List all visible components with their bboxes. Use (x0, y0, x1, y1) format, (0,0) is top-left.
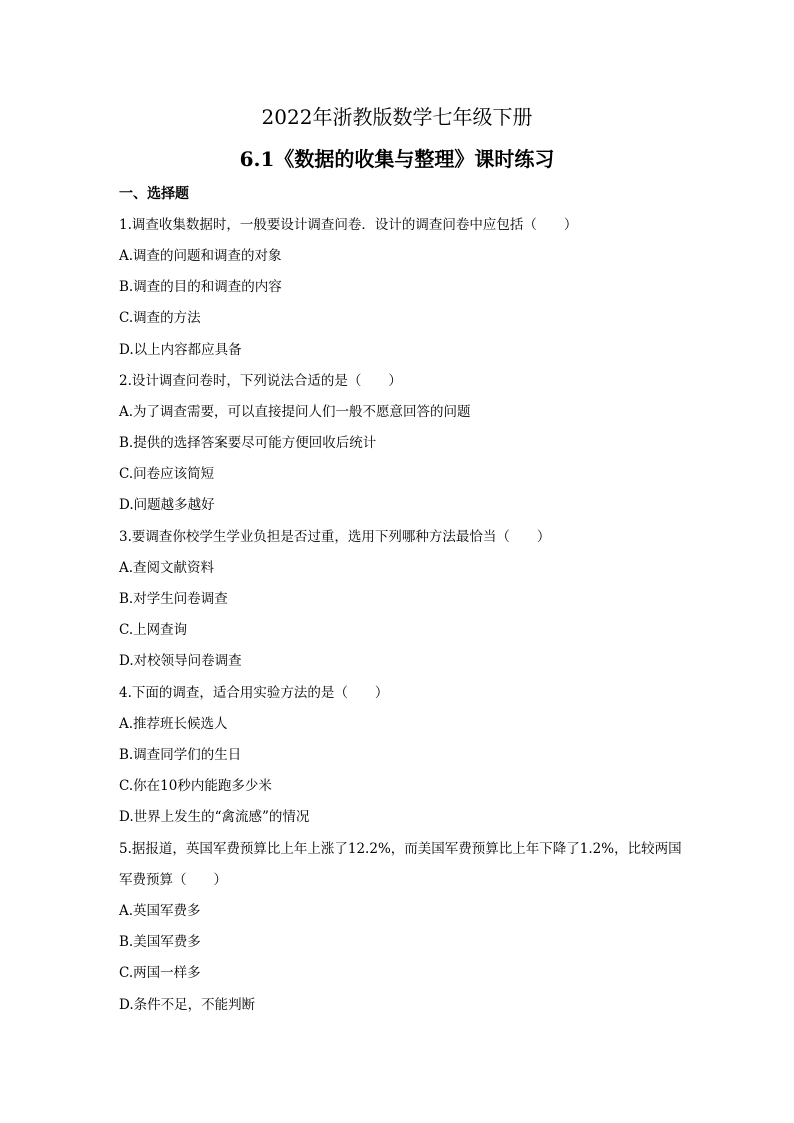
question-2-option-d: D.问题越多越好 (119, 497, 215, 513)
question-4-stem: 4.下面的调查，适合用实验方法的是（ ） (119, 685, 389, 701)
question-5-stem-continued: 军费预算（ ） (119, 872, 227, 888)
question-4-option-b: B.调查同学们的生日 (119, 747, 242, 763)
question-5-option-d: D.条件不足，不能判断 (119, 997, 256, 1013)
section-heading: 一、选择题 (119, 186, 189, 202)
question-1-option-c: C.调查的方法 (119, 310, 201, 326)
document-subtitle: 6.1《数据的收集与整理》课时练习 (239, 147, 555, 171)
question-3-option-d: D.对校领导问卷调查 (119, 653, 242, 669)
question-2-stem: 2.设计调查问卷时，下列说法合适的是（ ） (119, 373, 402, 389)
question-3-option-b: B.对学生问卷调查 (119, 591, 228, 607)
question-5-option-a: A.英国军费多 (119, 903, 201, 919)
question-2-option-a: A.为了调查需要，可以直接提问人们一般不愿意回答的问题 (119, 404, 471, 420)
question-4-option-c: C.你在10秒内能跑多少米 (119, 778, 272, 794)
question-3-stem: 3.要调查你校学生学业负担是否过重，选用下列哪种方法最恰当（ ） (119, 529, 551, 545)
question-1-option-a: A.调查的问题和调查的对象 (119, 248, 282, 264)
document-title: 2022年浙教版数学七年级下册 (261, 105, 533, 129)
question-1-stem: 1.调查收集数据时，一般要设计调查问卷．设计的调查问卷中应包括（ ） (119, 217, 578, 233)
question-5-option-c: C.两国一样多 (119, 965, 201, 981)
question-2-option-b: B.提供的选择答案要尽可能方便回收后统计 (119, 435, 377, 451)
question-1-option-b: B.调查的目的和调查的内容 (119, 279, 282, 295)
question-5-option-b: B.美国军费多 (119, 934, 201, 950)
question-2-option-c: C.问卷应该简短 (119, 466, 215, 482)
question-3-option-a: A.查阅文献资料 (119, 560, 215, 576)
question-4-option-d: D.世界上发生的“禽流感”的情况 (119, 809, 310, 825)
question-3-option-c: C.上网查询 (119, 622, 188, 638)
question-5-stem: 5.据报道，英国军费预算比上年上涨了12.2%，而美国军费预算比上年下降了1.2%，比较两国 (119, 841, 682, 857)
question-1-option-d: D.以上内容都应具备 (119, 342, 242, 358)
question-4-option-a: A.推荐班长候选人 (119, 716, 228, 732)
